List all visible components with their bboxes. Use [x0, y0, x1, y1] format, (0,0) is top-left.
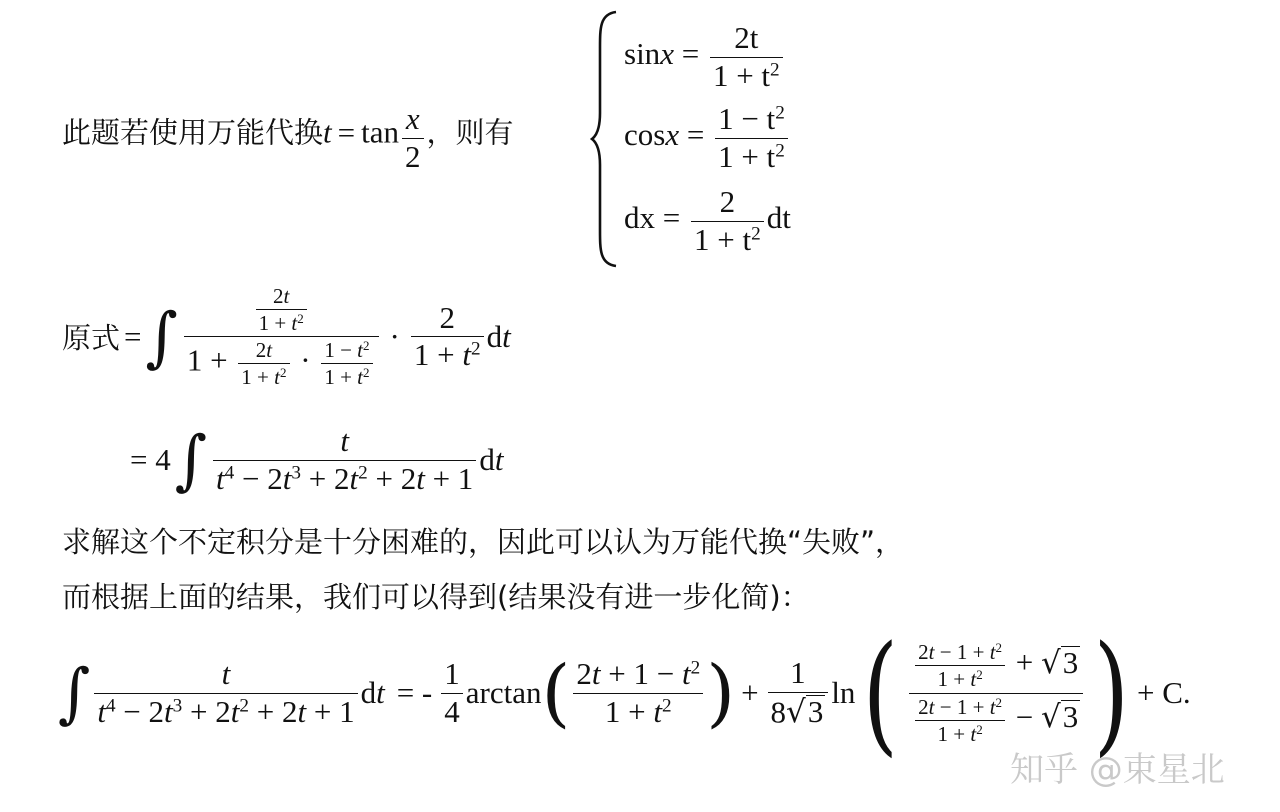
ln-fn: ln	[831, 675, 856, 710]
integral-sign-2: ∫	[174, 421, 208, 498]
coef-frac: 1 8 √ 3	[768, 657, 829, 729]
sub-frac: $\frac{x}{2}$	[402, 103, 424, 173]
text-line-2: 而根据上面的结果，我们可以得到(结果没有进一步化简)：	[62, 580, 810, 614]
final-lhs-frac: $\frac{t}{t^4 - 2t^3 + 2t^2 + 2t + 1}$	[94, 658, 357, 728]
eq-step2: = 4 ∫ $\frac{t}{t^4 - 2t^3 + 2t^2 + 2t + 1}$ dt	[130, 421, 504, 498]
quarter-frac: $\frac{1}{4}$	[441, 658, 463, 728]
dx-frac: $\frac{2}{1 + t^2}$	[691, 186, 764, 256]
step2-frac: $\frac{t}{t^4 - 2t^3 + 2t^2 + 2t + 1}$	[213, 425, 476, 495]
integral-sign-1: ∫	[145, 297, 178, 375]
eq-final: ∫ $\frac{t}{t^4 - 2t^3 + 2t^2 + 2t + 1}$ dt = - $\frac{1}{4}$ arctan ( $\frac{2t + 1 - t^2}{1 + t^2}$ ) + 1 8 √ 3 ln ( $\frac{2t - 1 + t^2}{1 + t^2}$ + √ 3 $\frac{2t - 1 + t^2}{1 + t^2}$ − √ 3 ) + C.	[58, 617, 1191, 769]
original-label: 原式	[62, 321, 121, 356]
final-eq: = -	[396, 675, 433, 710]
cos-frac: $\frac{1 - t^2}{1 + t^2}$	[715, 103, 788, 173]
intro-text: 此题若使用万能代换	[62, 115, 324, 150]
sub-var: t	[323, 114, 332, 150]
sub-eq: =	[337, 114, 356, 150]
eq-original: 原式 = ∫ $\frac{2t}{1 + t^2}$ 1 + $\frac{2t}{1 + t^2}$ · $\frac{1 - t^2}{1 + t^2}$ · $\frac{2}{1 + t^2}$ dt	[62, 284, 511, 390]
text-line-1: 求解这个不定积分是十分困难的，因此可以认为万能代换“失败”，	[62, 525, 905, 559]
arctan-frac: $\frac{2t + 1 - t^2}{1 + t^2}$	[573, 658, 703, 728]
step2-coef: = 4	[130, 442, 171, 478]
intro-line	[62, 103, 514, 173]
arctan-fn: arctan	[465, 675, 542, 710]
ln-big-frac: $\frac{2t - 1 + t^2}{1 + t^2}$ + √ 3 $\frac{2t - 1 + t^2}{1 + t^2}$ − √ 3	[909, 641, 1083, 744]
intro-suffix: ，则有	[426, 115, 514, 150]
left-brace	[590, 8, 620, 270]
dt-frac-1: $\frac{2}{1 + t^2}$	[411, 302, 484, 372]
eq-cos: cosx = $\frac{1 - t^2}{1 + t^2}$	[624, 103, 791, 173]
eq-sin: sinx = $\frac{2t}{1 + t^2}$	[624, 22, 786, 92]
watermark: 知乎 @束星北	[1010, 750, 1225, 790]
plus-c: + C.	[1137, 675, 1191, 710]
sin-frac: $\frac{2t}{1 + t^2}$	[710, 22, 783, 92]
big-frac-1: $\frac{2t}{1 + t^2}$ 1 + $\frac{2t}{1 + t^2}$ · $\frac{1 - t^2}{1 + t^2}$	[184, 285, 379, 388]
integral-sign-3: ∫	[58, 654, 91, 731]
eq-dx: dx = $\frac{2}{1 + t^2}$ dt	[624, 184, 791, 257]
sub-fn: tan	[361, 114, 399, 150]
